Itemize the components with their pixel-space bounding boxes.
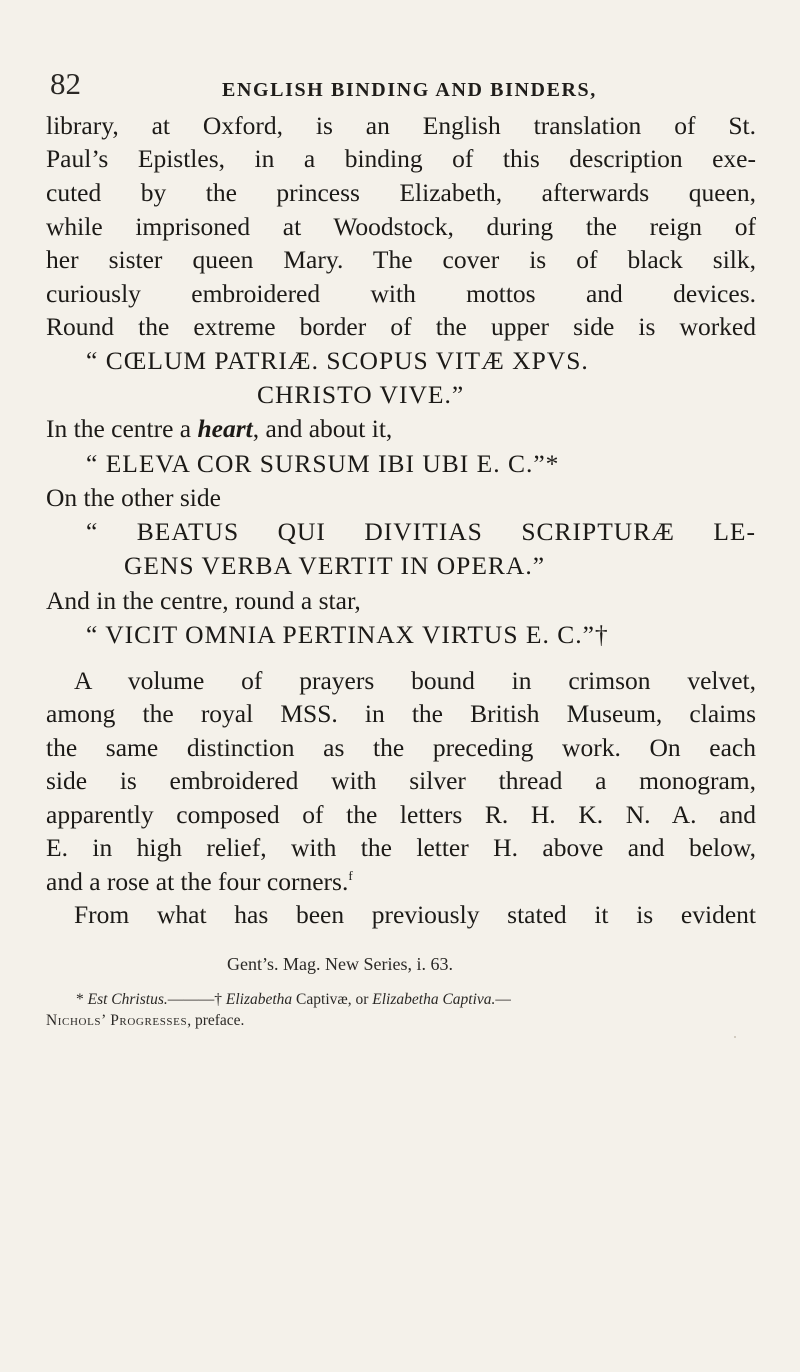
heart-intro-tail: , and about it, (252, 414, 393, 443)
motto-line: “ VICIT OMNIA PERTINAX VIRTUS E. C.”† (86, 620, 609, 649)
body-line-text: and a rose at the four corners. (46, 867, 349, 896)
footnote-nichols-title: Nichols’ Progresses (46, 1012, 188, 1029)
footnote-dagger-italic: Elizabetha (225, 991, 293, 1008)
footnote-dagger-mark: † (214, 991, 226, 1008)
body-line (46, 869, 353, 895)
running-head: ENGLISH BINDING AND BINDERS, (222, 79, 597, 101)
body-line: curiously embroidered with mottos and devices. (46, 279, 756, 308)
footnote-star (76, 992, 511, 1008)
body-line: the same distinction as the preceding work. On each (46, 733, 756, 762)
footnote-star-text: Est Christus. (87, 991, 168, 1008)
body-line: From what has been previously stated it is evident (74, 900, 756, 929)
motto-line: “ BEATUS QUI DIVITIAS SCRIPTURÆ LE- (86, 517, 756, 546)
footnote-nichols (46, 1013, 244, 1029)
body-line: among the royal MSS. in the British Museum, claims (46, 699, 756, 728)
body-line: library, at Oxford, is an English translation of St. (46, 111, 756, 140)
motto-line: “ ELEVA COR SURSUM IBI UBI E. C.”* (86, 449, 560, 478)
body-line: cuted by the princess Elizabeth, afterwards queen, (46, 178, 756, 207)
motto-line: GENS VERBA VERTIT IN OPERA.” (124, 551, 546, 580)
heart-word: heart (197, 414, 253, 443)
star-intro-line: And in the centre, round a star, (46, 586, 361, 615)
motto-line: CHRISTO VIVE.” (257, 380, 465, 409)
body-line: Paul’s Epistles, in a binding of this description exe- (46, 144, 756, 173)
body-line: Round the extreme border of the upper side is worked (46, 312, 756, 341)
body-line: while imprisoned at Woodstock, during the reign of (46, 212, 756, 241)
footnote-dash: ——— (167, 991, 215, 1008)
footnote-dagger-mid: Captivæ, or (292, 991, 373, 1008)
heart-intro-text: In the centre a (46, 414, 198, 443)
paper-speck (734, 1036, 736, 1038)
body-line: apparently composed of the letters R. H. K. N. A. and (46, 800, 756, 829)
footnote-source: Gent’s. Mag. New Series, i. 63. (227, 954, 453, 974)
body-line: A volume of prayers bound in crimson velvet, (74, 666, 756, 695)
heart-intro-line (46, 416, 392, 442)
body-line: her sister queen Mary. The cover is of black silk, (46, 245, 756, 274)
footnote-star-mark: * (76, 991, 88, 1008)
footnote-dagger-end: — (495, 991, 511, 1008)
page-number: 82 (50, 66, 81, 101)
body-line: side is embroidered with silver thread a monogram, (46, 766, 756, 795)
motto-line: “ CŒLUM PATRIÆ. SCOPUS VITÆ XPVS. (86, 346, 589, 375)
body-line: E. in high relief, with the letter H. above and below, (46, 833, 756, 862)
footnote-nichols-end: , preface. (187, 1012, 245, 1029)
footnote-ref: f (348, 868, 353, 883)
other-side-line: On the other side (46, 483, 221, 512)
footnote-dagger-italic2: Elizabetha Captiva. (372, 991, 496, 1008)
